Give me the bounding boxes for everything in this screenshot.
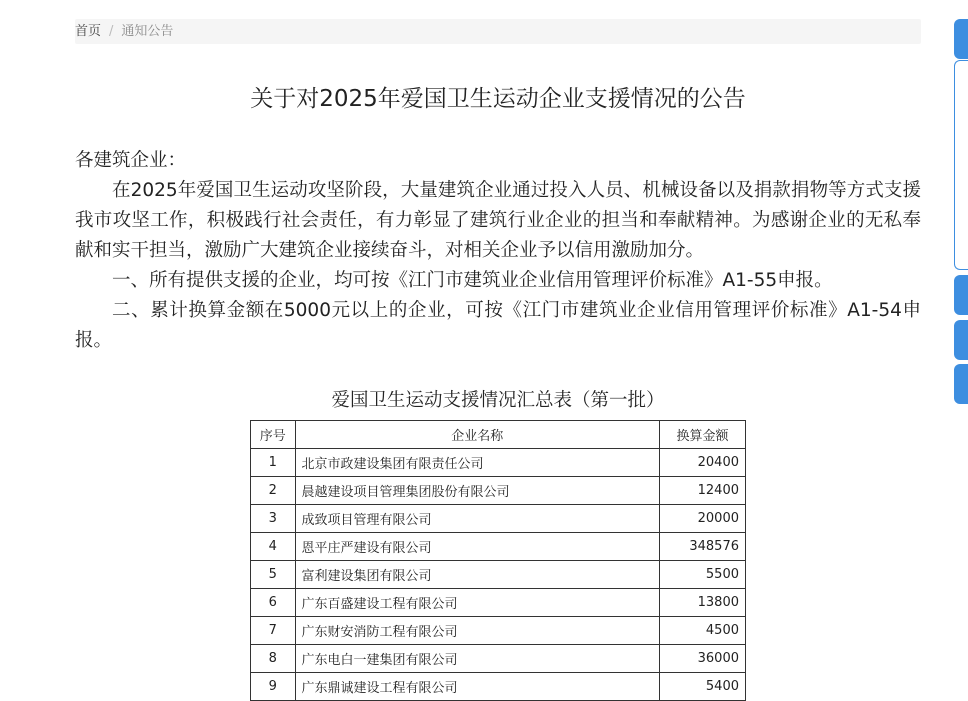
breadcrumb-separator: / [109, 24, 114, 39]
cell-name: 广东电白一建集团有限公司 [295, 645, 659, 673]
header-name: 企业名称 [295, 421, 659, 449]
cell-name: 广东财安消防工程有限公司 [295, 617, 659, 645]
cell-amount: 20000 [659, 505, 745, 533]
cell-amount: 5400 [659, 673, 745, 701]
table-row [251, 645, 746, 673]
cell-amount: 5500 [659, 561, 745, 589]
cell-name: 广东鼎诚建设工程有限公司 [295, 673, 659, 701]
cell-amount: 348576 [659, 533, 745, 561]
cell-name: 北京市政建设集团有限责任公司 [295, 449, 659, 477]
summary-table [250, 420, 746, 701]
cell-no: 1 [251, 449, 296, 477]
article-body [75, 146, 921, 356]
breadcrumb [75, 19, 921, 44]
breadcrumb-current[interactable]: 通知公告 [121, 24, 174, 39]
header-no: 序号 [251, 421, 296, 449]
cell-name: 广东百盛建设工程有限公司 [295, 589, 659, 617]
table-row [251, 589, 746, 617]
table-caption: 爱国卫生运动支援情况汇总表（第一批） [331, 390, 665, 411]
table-row [251, 617, 746, 645]
cell-amount: 36000 [659, 645, 745, 673]
cell-amount: 13800 [659, 589, 745, 617]
cell-no: 5 [251, 561, 296, 589]
cell-amount: 4500 [659, 617, 745, 645]
cell-no: 4 [251, 533, 296, 561]
breadcrumb-home-link[interactable]: 首页 [75, 24, 102, 39]
table-header-row [251, 421, 746, 449]
side-toolbar-button-2[interactable] [954, 320, 968, 360]
cell-no: 2 [251, 477, 296, 505]
table-row [251, 533, 746, 561]
cell-amount: 12400 [659, 477, 745, 505]
cell-name: 晨越建设项目管理集团股份有限公司 [295, 477, 659, 505]
header-amount: 换算金额 [659, 421, 745, 449]
table-row [251, 449, 746, 477]
table-row [251, 477, 746, 505]
side-toolbar-button-3[interactable] [954, 364, 968, 404]
cell-no: 3 [251, 505, 296, 533]
cell-name: 富利建设集团有限公司 [295, 561, 659, 589]
paragraph-intro: 在2025年爱国卫生运动攻坚阶段，大量建筑企业通过投入人员、机械设备以及捐款捐物等方式支援我市攻坚工作，积极践行社会责任，有力彰显了建筑行业企业的担当和奉献精神。为感谢企业的无私奉献和实干担当，激励广大建筑企业接续奋斗，对相关企业予以信用激励加分。 [75, 180, 921, 261]
table-row [251, 673, 746, 701]
salutation: 各建筑企业： [75, 150, 187, 171]
page-title: 关于对2025年爱国卫生运动企业支援情况的公告 [250, 86, 746, 112]
table-row [251, 505, 746, 533]
side-toolbar-tab-top[interactable] [954, 19, 968, 59]
cell-no: 6 [251, 589, 296, 617]
paragraph-item-1: 一、所有提供支援的企业，均可按《江门市建筑业企业信用管理评价标准》A1-55申报。 [112, 270, 833, 291]
side-toolbar-panel[interactable] [954, 60, 968, 270]
cell-name: 成致项目管理有限公司 [295, 505, 659, 533]
side-toolbar-button-1[interactable] [954, 275, 968, 315]
cell-no: 9 [251, 673, 296, 701]
table-row [251, 561, 746, 589]
paragraph-item-2: 二、累计换算金额在5000元以上的企业，可按《江门市建筑业企业信用管理评价标准》A1-54申报。 [75, 300, 921, 351]
cell-no: 8 [251, 645, 296, 673]
cell-no: 7 [251, 617, 296, 645]
cell-amount: 20400 [659, 449, 745, 477]
cell-name: 恩平庄严建设有限公司 [295, 533, 659, 561]
